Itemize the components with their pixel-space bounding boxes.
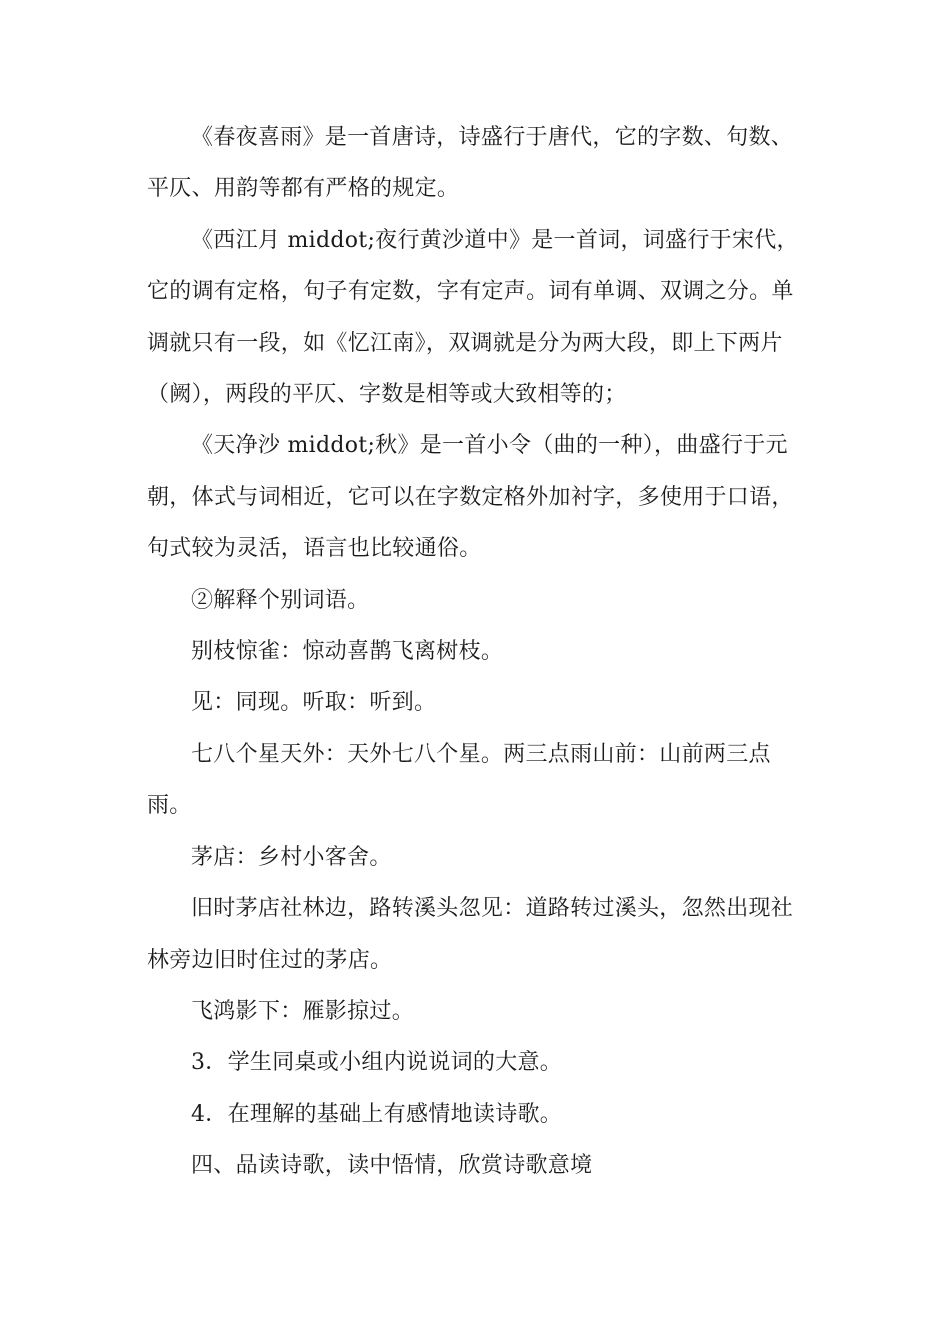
paragraph-step-4: 4．在理解的基础上有感情地读诗歌。	[191, 1101, 563, 1127]
paragraph-tianjingsha-note: 《天净沙 middot;秋》是一首小令（曲的一种），曲盛行于元朝，体式与词相近，它可以在字数定格外加衬字，多使用于口语，句式较为灵活，语言也比较通俗。	[147, 433, 794, 562]
paragraph-maodian: 茅店：乡村小客舍。	[191, 844, 392, 870]
paragraph-jiushi-maodian: 旧时茅店社林边，路转溪头忽见：道路转过溪头，忽然出现社林旁边旧时住过的茅店。	[147, 896, 794, 973]
body-text	[147, 112, 807, 1192]
paragraph-explain-words: ②解释个别词语。	[191, 587, 370, 613]
section-heading-4: 四、品读诗歌，读中悟情，欣赏诗歌意境	[191, 1153, 593, 1179]
paragraph-biezhi-jingque: 别枝惊雀：惊动喜鹊飞离树枝。	[191, 639, 504, 665]
paragraph-step-3: 3．学生同桌或小组内说说词的大意。	[191, 1050, 563, 1076]
paragraph-feihong-yingxia: 飞鸿影下：雁影掠过。	[191, 998, 415, 1024]
paragraph-xijiangyue-note: 《西江月 middot;夜行黄沙道中》是一首词，词盛行于宋代，它的调有定格，句子有定数，字有定声。词有单调、双调之分。单调就只有一段，如《忆江南》，双调就是分为两大段，即上下两片（阙），两段的平仄、字数是相等或大致相等的；	[147, 227, 799, 408]
paragraph-chunyexiyu-note: 《春夜喜雨》是一首唐诗，诗盛行于唐代，它的字数、句数、平仄、用韵等都有严格的规定。	[147, 125, 794, 202]
paragraph-jian-tingqu: 见：同现。听取：听到。	[191, 690, 437, 716]
paragraph-qibage-xing: 七八个星天外：天外七八个星。两三点雨山前：山前两三点雨。	[147, 741, 771, 819]
